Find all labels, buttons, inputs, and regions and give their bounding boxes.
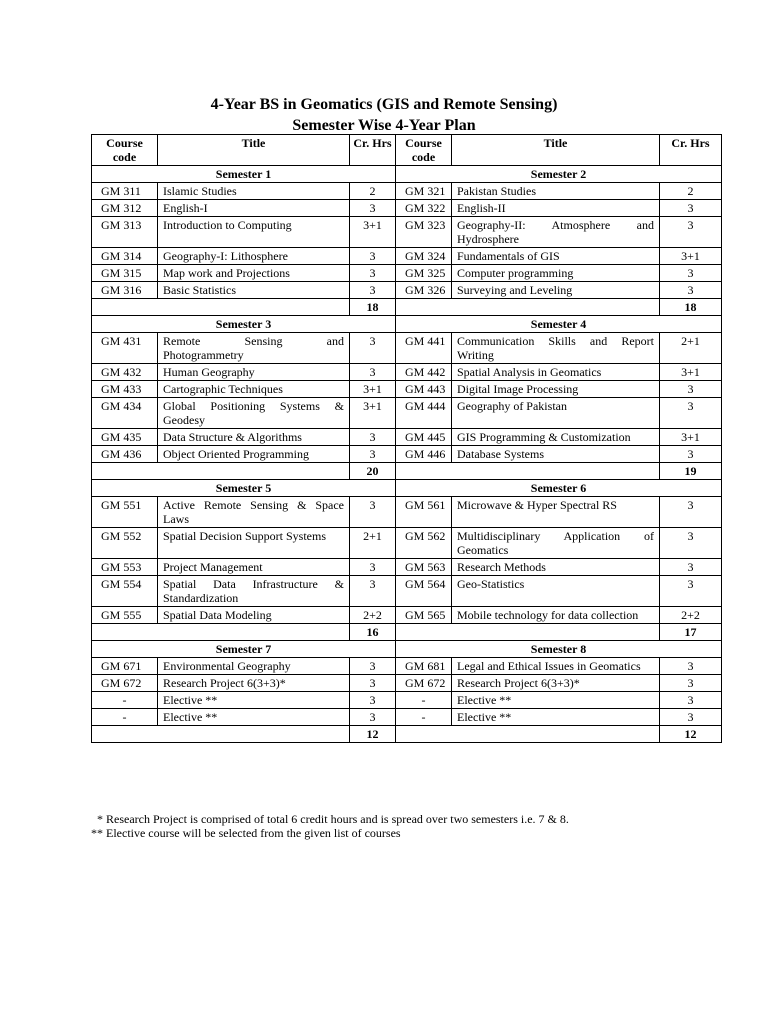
- credit-hours: 3: [350, 333, 396, 364]
- table-row: [92, 497, 722, 528]
- credit-hours: 2+2: [350, 607, 396, 624]
- course-code: GM 322: [396, 200, 452, 217]
- semester-heading: Semester 5: [92, 480, 396, 497]
- course-code: GM 565: [396, 607, 452, 624]
- course-title: Global Positioning Systems & Geodesy: [158, 398, 350, 429]
- course-code: GM 435: [92, 429, 158, 446]
- table-row: [92, 709, 722, 726]
- course-code: GM 552: [92, 528, 158, 559]
- semester-total-row: [92, 726, 722, 743]
- total-label-cell: [92, 624, 350, 641]
- credit-hours: 3: [660, 709, 722, 726]
- course-code: GM 314: [92, 248, 158, 265]
- course-title: Environmental Geography: [158, 658, 350, 675]
- header-credit-hours-right: Cr. Hrs: [660, 135, 722, 166]
- course-code: GM 434: [92, 398, 158, 429]
- course-title: Geography-II: Atmosphere and Hydrosphere: [452, 217, 660, 248]
- course-code: GM 431: [92, 333, 158, 364]
- semester-total: 18: [350, 299, 396, 316]
- table-row: [92, 398, 722, 429]
- document-title: 4-Year BS in Geomatics (GIS and Remote Sensing): [210, 96, 558, 113]
- semester-header-row: [92, 316, 722, 333]
- table-row: [92, 265, 722, 282]
- course-title: Geography of Pakistan: [452, 398, 660, 429]
- course-code: GM 321: [396, 183, 452, 200]
- course-title: Remote Sensing and Photogrammetry: [158, 333, 350, 364]
- table-row: [92, 282, 722, 299]
- course-code: GM 323: [396, 217, 452, 248]
- course-code: GM 313: [92, 217, 158, 248]
- course-title: Research Project 6(3+3)*: [452, 675, 660, 692]
- course-code: -: [92, 709, 158, 726]
- table-row: [92, 217, 722, 248]
- credit-hours: 2: [350, 183, 396, 200]
- course-title: Map work and Projections: [158, 265, 350, 282]
- course-code: GM 325: [396, 265, 452, 282]
- course-code: GM 326: [396, 282, 452, 299]
- header-credit-hours-left: Cr. Hrs: [350, 135, 396, 166]
- credit-hours: 3: [660, 497, 722, 528]
- credit-hours: 3: [660, 576, 722, 607]
- course-code: GM 312: [92, 200, 158, 217]
- credit-hours: 3: [350, 364, 396, 381]
- footnote-research-project: * Research Project is comprised of total 6 credit hours and is spread over two semesters i.e. 7 & 8.: [91, 812, 569, 826]
- table-row: [92, 183, 722, 200]
- semester-header-row: [92, 480, 722, 497]
- semester-header-row: [92, 166, 722, 183]
- semester-heading: Semester 6: [396, 480, 722, 497]
- credit-hours: 3: [350, 265, 396, 282]
- footnote-elective: ** Elective course will be selected from the given list of courses: [91, 826, 401, 840]
- course-title: Pakistan Studies: [452, 183, 660, 200]
- course-title: Basic Statistics: [158, 282, 350, 299]
- document-subtitle: Semester Wise 4-Year Plan: [292, 117, 476, 134]
- course-title: Islamic Studies: [158, 183, 350, 200]
- course-code: GM 562: [396, 528, 452, 559]
- total-label-cell: [92, 463, 350, 480]
- course-title: Introduction to Computing: [158, 217, 350, 248]
- course-code: GM 554: [92, 576, 158, 607]
- semester-plan-table: [91, 134, 722, 743]
- semester-total: 12: [350, 726, 396, 743]
- credit-hours: 3: [350, 248, 396, 265]
- course-title: Spatial Data Infrastructure & Standardization: [158, 576, 350, 607]
- semester-total: 12: [660, 726, 722, 743]
- course-title: Communication Skills and Report Writing: [452, 333, 660, 364]
- semester-heading: Semester 7: [92, 641, 396, 658]
- semester-total: 20: [350, 463, 396, 480]
- course-title: Computer programming: [452, 265, 660, 282]
- course-title: Multidisciplinary Application of Geomatics: [452, 528, 660, 559]
- credit-hours: 3+1: [660, 429, 722, 446]
- header-title-left: Title: [158, 135, 350, 166]
- credit-hours: 3: [660, 446, 722, 463]
- course-title: Geography-I: Lithosphere: [158, 248, 350, 265]
- semester-total-row: [92, 624, 722, 641]
- course-title: English-I: [158, 200, 350, 217]
- table-row: [92, 528, 722, 559]
- semester-total: 16: [350, 624, 396, 641]
- semester-total: 18: [660, 299, 722, 316]
- course-title: Microwave & Hyper Spectral RS: [452, 497, 660, 528]
- course-code: GM 444: [396, 398, 452, 429]
- table-row: [92, 429, 722, 446]
- course-title: Cartographic Techniques: [158, 381, 350, 398]
- total-label-cell: [396, 726, 660, 743]
- course-code: GM 561: [396, 497, 452, 528]
- table-row: [92, 333, 722, 364]
- credit-hours: 3: [350, 692, 396, 709]
- page-heading: [0, 94, 768, 136]
- course-code: GM 555: [92, 607, 158, 624]
- semester-heading: Semester 4: [396, 316, 722, 333]
- table-row: [92, 576, 722, 607]
- course-code: GM 563: [396, 559, 452, 576]
- course-code: GM 564: [396, 576, 452, 607]
- credit-hours: 3: [350, 446, 396, 463]
- table-row: [92, 364, 722, 381]
- course-title: Elective **: [158, 692, 350, 709]
- total-label-cell: [92, 726, 350, 743]
- header-course-code-right: Course code: [396, 135, 452, 166]
- course-title: Human Geography: [158, 364, 350, 381]
- credit-hours: 3: [660, 658, 722, 675]
- table-row: [92, 446, 722, 463]
- course-title: Legal and Ethical Issues in Geomatics: [452, 658, 660, 675]
- credit-hours: 3+1: [350, 398, 396, 429]
- credit-hours: 2+1: [660, 333, 722, 364]
- course-title: Elective **: [158, 709, 350, 726]
- course-code: GM 316: [92, 282, 158, 299]
- credit-hours: 3: [350, 576, 396, 607]
- credit-hours: 3: [350, 497, 396, 528]
- credit-hours: 3: [660, 692, 722, 709]
- course-title: Project Management: [158, 559, 350, 576]
- header-title-right: Title: [452, 135, 660, 166]
- course-code: GM 553: [92, 559, 158, 576]
- table-row: [92, 200, 722, 217]
- semester-heading: Semester 3: [92, 316, 396, 333]
- credit-hours: 3: [350, 675, 396, 692]
- course-title: Spatial Data Modeling: [158, 607, 350, 624]
- total-label-cell: [396, 463, 660, 480]
- header-course-code-left: Course code: [92, 135, 158, 166]
- credit-hours: 2+1: [350, 528, 396, 559]
- course-title: Database Systems: [452, 446, 660, 463]
- course-title: Surveying and Leveling: [452, 282, 660, 299]
- course-title: English-II: [452, 200, 660, 217]
- credit-hours: 3: [350, 282, 396, 299]
- course-code: GM 672: [396, 675, 452, 692]
- course-code: GM 445: [396, 429, 452, 446]
- table-row: [92, 607, 722, 624]
- credit-hours: 3: [660, 217, 722, 248]
- credit-hours: 3+1: [660, 248, 722, 265]
- credit-hours: 3+1: [350, 381, 396, 398]
- semester-total-row: [92, 463, 722, 480]
- course-code: GM 443: [396, 381, 452, 398]
- table-row: [92, 675, 722, 692]
- course-code: -: [396, 692, 452, 709]
- course-title: Active Remote Sensing & Space Laws: [158, 497, 350, 528]
- credit-hours: 3+1: [350, 217, 396, 248]
- course-code: GM 442: [396, 364, 452, 381]
- credit-hours: 3: [660, 398, 722, 429]
- table-header-row: [92, 135, 722, 166]
- credit-hours: 3: [660, 265, 722, 282]
- table-row: [92, 381, 722, 398]
- course-title: GIS Programming & Customization: [452, 429, 660, 446]
- table-row: [92, 692, 722, 709]
- credit-hours: 3: [660, 200, 722, 217]
- course-code: -: [396, 709, 452, 726]
- course-code: GM 671: [92, 658, 158, 675]
- course-code: GM 681: [396, 658, 452, 675]
- credit-hours: 3: [660, 381, 722, 398]
- course-code: GM 672: [92, 675, 158, 692]
- course-code: GM 446: [396, 446, 452, 463]
- credit-hours: 3: [350, 658, 396, 675]
- course-code: GM 311: [92, 183, 158, 200]
- credit-hours: 3: [350, 429, 396, 446]
- course-title: Data Structure & Algorithms: [158, 429, 350, 446]
- total-label-cell: [92, 299, 350, 316]
- semester-heading: Semester 8: [396, 641, 722, 658]
- total-label-cell: [396, 624, 660, 641]
- table-row: [92, 658, 722, 675]
- course-title: Elective **: [452, 692, 660, 709]
- semester-heading: Semester 2: [396, 166, 722, 183]
- course-code: -: [92, 692, 158, 709]
- course-title: Object Oriented Programming: [158, 446, 350, 463]
- course-title: Fundamentals of GIS: [452, 248, 660, 265]
- semester-header-row: [92, 641, 722, 658]
- course-title: Spatial Decision Support Systems: [158, 528, 350, 559]
- semester-heading: Semester 1: [92, 166, 396, 183]
- table-body: [92, 166, 722, 743]
- credit-hours: 3: [660, 675, 722, 692]
- course-code: GM 436: [92, 446, 158, 463]
- course-code: GM 551: [92, 497, 158, 528]
- table-row: [92, 248, 722, 265]
- credit-hours: 3: [660, 528, 722, 559]
- credit-hours: 2: [660, 183, 722, 200]
- semester-total: 19: [660, 463, 722, 480]
- course-title: Mobile technology for data collection: [452, 607, 660, 624]
- credit-hours: 3: [350, 709, 396, 726]
- course-code: GM 324: [396, 248, 452, 265]
- credit-hours: 2+2: [660, 607, 722, 624]
- course-title: Research Methods: [452, 559, 660, 576]
- total-label-cell: [396, 299, 660, 316]
- course-title: Spatial Analysis in Geomatics: [452, 364, 660, 381]
- footnotes: [91, 812, 569, 840]
- credit-hours: 3: [350, 559, 396, 576]
- course-title: Geo-Statistics: [452, 576, 660, 607]
- semester-total-row: [92, 299, 722, 316]
- course-code: GM 432: [92, 364, 158, 381]
- credit-hours: 3: [660, 282, 722, 299]
- course-code: GM 433: [92, 381, 158, 398]
- credit-hours: 3+1: [660, 364, 722, 381]
- course-title: Elective **: [452, 709, 660, 726]
- course-title: Digital Image Processing: [452, 381, 660, 398]
- semester-total: 17: [660, 624, 722, 641]
- credit-hours: 3: [660, 559, 722, 576]
- course-code: GM 441: [396, 333, 452, 364]
- course-code: GM 315: [92, 265, 158, 282]
- table-row: [92, 559, 722, 576]
- course-title: Research Project 6(3+3)*: [158, 675, 350, 692]
- credit-hours: 3: [350, 200, 396, 217]
